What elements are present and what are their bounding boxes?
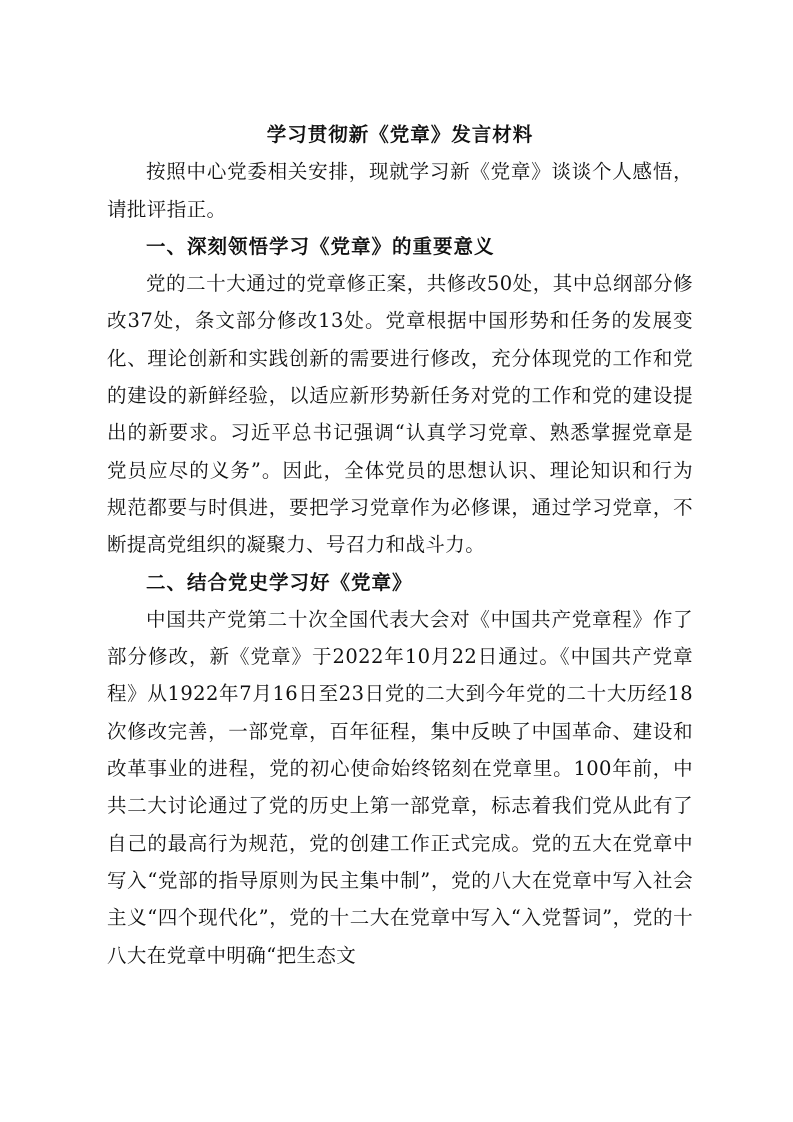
section-2-heading: 二、结合党史学习好《党章》	[146, 570, 413, 594]
intro-paragraph: 按照中心党委相关安排，现就学习新《党章》谈谈个人感悟，请批评指正。	[107, 160, 693, 221]
section-1-paragraph: 党的二十大通过的党章修正案，共修改50处，其中总纲部分修改37处，条文部分修改13处。党章根据中国形势和任务的发展变化、理论创新和实践创新的需要进行修改，充分体现党的工作和党的建设的新鲜经验，以适应新形势新任务对党的工作和党的建设提出的新要求。习近平总书记强调“认真学习党章、熟悉掌握党章是党员应尽的义务”。因此，全体党员的思想认识、理论知识和行为规范都要与时俱进，要把学习党章作为必修课，通过学习党章，不断提高党组织的凝聚力、号召力和战斗力。	[107, 272, 693, 557]
document-body	[107, 116, 693, 974]
section-2-paragraph: 中国共产党第二十次全国代表大会对《中国共产党章程》作了部分修改，新《党章》于2022年10月22日通过。《中国共产党章程》从1922年7月16日至23日党的二大到今年党的二十大历经18次修改完善，一部党章，百年征程，集中反映了中国革命、建设和改革事业的进程，党的初心使命始终铭刻在党章里。100年前，中共二大讨论通过了党的历史上第一部党章，标志着我们党从此有了自己的最高行为规范，党的创建工作正式完成。党的五大在党章中写入“党部的指导原则为民主集中制”，党的八大在党章中写入社会主义“四个现代化”，党的十二大在党章中写入“入党誓词”，党的十八大在党章中明确“把生态文	[107, 607, 693, 967]
section-1-heading: 一、深刻领悟学习《党章》的重要意义	[146, 234, 495, 258]
document-title: 学习贯彻新《党章》发言材料	[266, 123, 534, 146]
